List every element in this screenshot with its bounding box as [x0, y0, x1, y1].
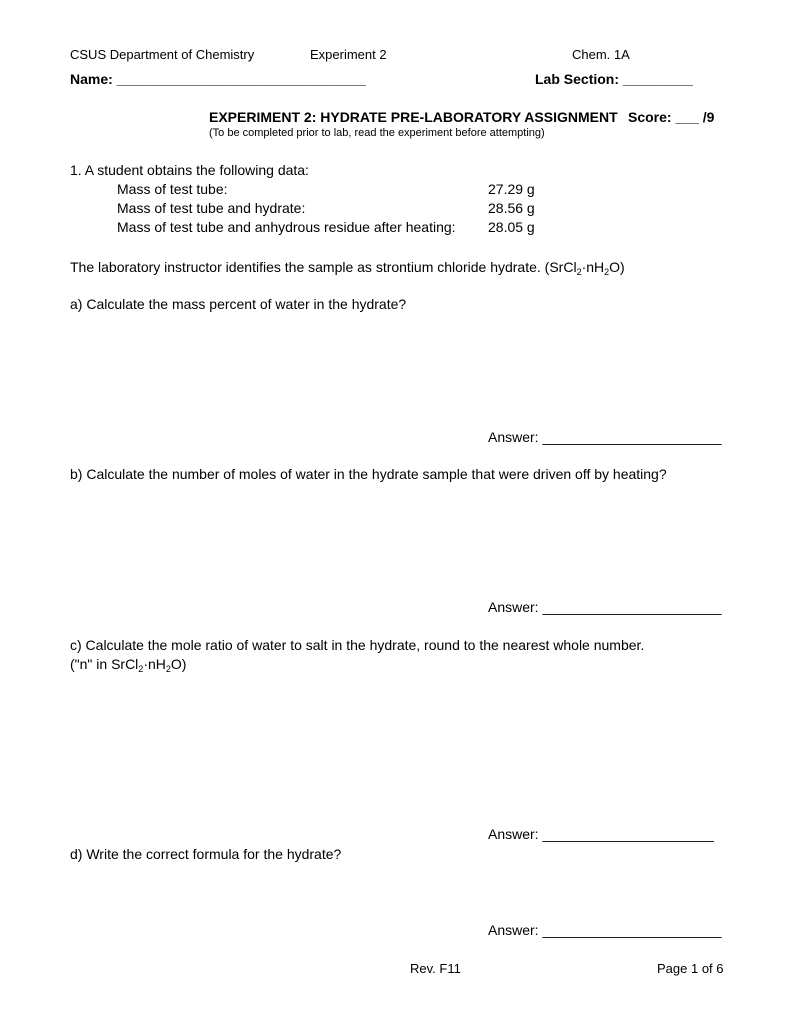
answer-c-field[interactable]: Answer: ______________________: [488, 826, 714, 842]
question-c-mid: ·nH: [143, 656, 166, 672]
data-row-label: Mass of test tube and anhydrous residue after heating:: [117, 219, 456, 235]
sample-identification: [70, 259, 625, 277]
course-label: Chem. 1A: [572, 47, 630, 62]
revision-label: Rev. F11: [410, 961, 461, 976]
data-row-value: 27.29 g: [488, 181, 535, 197]
question-b: b) Calculate the number of moles of water in the hydrate sample that were driven off by heating?: [70, 466, 667, 482]
data-row-label: Mass of test tube and hydrate:: [117, 200, 306, 216]
subscript: 2: [604, 267, 610, 277]
question-c-end: O): [170, 656, 187, 672]
department-label: CSUS Department of Chemistry: [70, 47, 255, 62]
name-field[interactable]: Name: ________________________________: [70, 71, 366, 87]
subscript: 2: [138, 664, 144, 674]
question-c-line2: [70, 656, 186, 674]
question-d: d) Write the correct formula for the hydrate?: [70, 846, 342, 862]
assignment-instruction: (To be completed prior to lab, read the experiment before attempting): [209, 127, 545, 139]
answer-b-field[interactable]: Answer: _______________________: [488, 599, 722, 615]
data-row-value: 28.56 g: [488, 200, 535, 216]
experiment-label: Experiment 2: [310, 47, 387, 62]
data-row-value: 28.05 g: [488, 219, 535, 235]
formula-end: O): [609, 259, 625, 275]
lab-section-field[interactable]: Lab Section: _________: [535, 71, 693, 87]
data-row-label: Mass of test tube:: [117, 181, 228, 197]
formula-mid: ·nH: [581, 259, 605, 275]
question-a: a) Calculate the mass percent of water in the hydrate?: [70, 296, 407, 312]
assignment-title: EXPERIMENT 2: HYDRATE PRE-LABORATORY ASSIGNMENT: [209, 109, 618, 125]
subscript: 2: [576, 267, 582, 277]
question-c: c) Calculate the mole ratio of water to salt in the hydrate, round to the nearest whole number.: [70, 637, 645, 653]
answer-a-field[interactable]: Answer: _______________________: [488, 429, 722, 445]
answer-d-field[interactable]: Answer: _______________________: [488, 922, 722, 938]
identification-text: The laboratory instructor identifies the sample as strontium chloride hydrate. (SrCl: [70, 259, 577, 275]
score-field[interactable]: Score: ___ /9: [628, 109, 715, 125]
subscript: 2: [165, 664, 171, 674]
question-c-start: ("n" in SrCl: [70, 656, 139, 672]
page-number: Page 1 of 6: [657, 961, 724, 976]
question-1-intro: 1. A student obtains the following data:: [70, 162, 309, 178]
